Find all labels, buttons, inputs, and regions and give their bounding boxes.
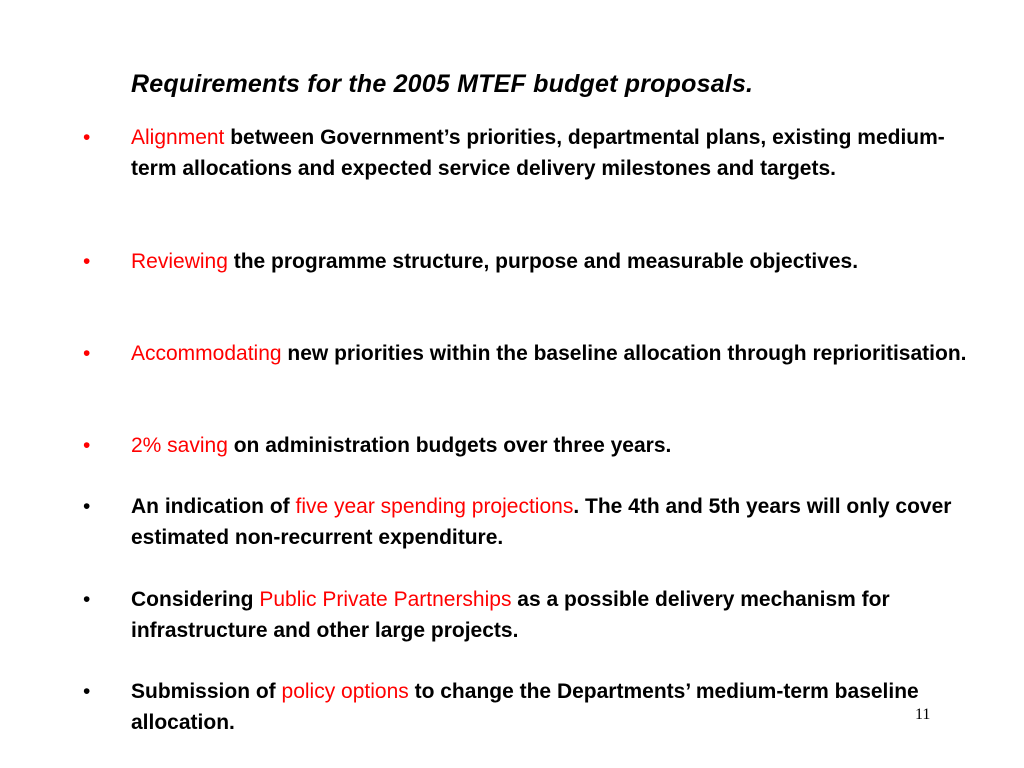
bullet-pre-text: Submission of xyxy=(131,680,282,703)
slide-title: Requirements for the 2005 MTEF budget proposals. xyxy=(131,70,754,98)
bullet-highlight-text: Alignment xyxy=(131,126,225,149)
bullet-post-text: on administration budgets over three years. xyxy=(227,434,672,457)
bullet-item-projections xyxy=(83,491,983,553)
bullet-dot-icon: • xyxy=(83,680,91,703)
bullet-text xyxy=(131,491,983,553)
bullet-highlight-text: five year spending projections xyxy=(295,495,574,518)
bullet-post-text: to change the Departments’ medium-term baseline allocation. xyxy=(131,680,919,734)
bullet-highlight-text: Accommodating xyxy=(131,342,282,365)
bullet-post-text: between Government’s priorities, departmental plans, existing medium-term allocations and expected service delivery milestones and targets. xyxy=(131,126,945,180)
bullet-item-partnerships xyxy=(83,584,983,646)
bullet-text xyxy=(131,246,983,277)
bullet-post-text: as a possible delivery mechanism for infrastructure and other large projects. xyxy=(131,588,890,642)
bullet-dot-icon: • xyxy=(83,434,91,457)
bullet-text xyxy=(131,676,983,738)
bullet-dot-icon: • xyxy=(83,495,91,518)
bullet-text xyxy=(131,584,983,646)
page-number: 11 xyxy=(915,706,931,723)
bullet-item-accommodating xyxy=(83,338,983,369)
bullet-dot-icon: • xyxy=(83,250,91,273)
bullet-item-policy-options xyxy=(83,676,983,738)
bullet-post-text: . The 4th and 5th years will only cover estimated non-recurrent expenditure. xyxy=(131,495,952,549)
bullet-highlight-text: Public Private Partnerships xyxy=(259,588,512,611)
bullet-text xyxy=(131,122,983,184)
bullet-dot-icon: • xyxy=(83,126,91,149)
bullet-highlight-text: Reviewing xyxy=(131,250,228,273)
bullet-post-text: the programme structure, purpose and measurable objectives. xyxy=(227,250,859,273)
bullet-item-reviewing xyxy=(83,246,983,277)
bullet-dot-icon: • xyxy=(83,342,91,365)
bullet-text xyxy=(131,430,983,461)
bullet-dot-icon: • xyxy=(83,588,91,611)
bullet-highlight-text: policy options xyxy=(281,680,409,703)
bullet-text xyxy=(131,338,983,369)
bullet-item-saving xyxy=(83,430,983,461)
bullet-highlight-text: 2% saving xyxy=(131,434,228,457)
bullet-post-text: new priorities within the baseline allocation through reprioritisation. xyxy=(281,342,967,365)
bullet-item-alignment xyxy=(83,122,983,184)
bullet-pre-text: Considering xyxy=(131,588,260,611)
bullet-pre-text: An indication of xyxy=(131,495,296,518)
